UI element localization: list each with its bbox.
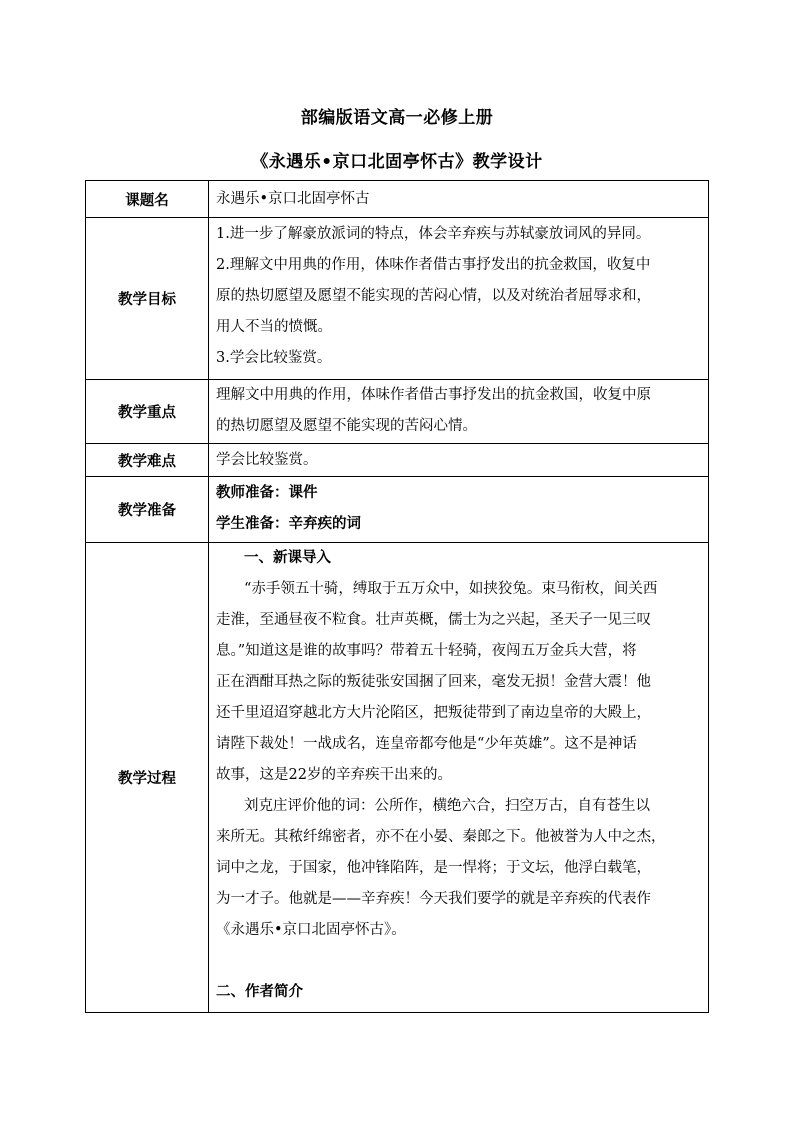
goal-line: 1.进一步了解豪放派词的特点，体会辛弃疾与苏轼豪放词风的异同。	[216, 226, 651, 242]
topic-value	[209, 181, 709, 218]
goal-line: 用人不当的愤慨。	[216, 319, 332, 335]
section-heading-intro: 一、新课导入	[244, 550, 331, 566]
section-heading-author: 二、作者简介	[216, 984, 303, 1000]
goals-value	[209, 218, 709, 380]
table-row-difficulty	[86, 444, 709, 477]
table-row-process	[86, 543, 709, 1013]
topic-label: 课题名	[86, 181, 209, 218]
goals-label: 教学目标	[86, 218, 209, 380]
paragraph-line: 刘克庄评价他的词：公所作，横绝六合，扫空万古，自有苍生以	[244, 798, 650, 814]
process-label: 教学过程	[86, 543, 209, 1013]
paragraph-line: 故事，这是22岁的辛弃疾干出来的。	[216, 767, 452, 783]
topic-text: 永遇乐•京口北固亭怀古	[216, 190, 370, 207]
key-value	[209, 380, 709, 444]
difficulty-value	[209, 444, 709, 477]
document-title: 部编版语文高一必修上册	[300, 108, 494, 128]
lesson-plan-table	[85, 180, 709, 1013]
goal-line: 2.理解文中用典的作用，体味作者借古事抒发出的抗金救国，收复中	[216, 257, 651, 273]
difficulty-label: 教学难点	[86, 444, 209, 477]
paragraph-line: 请陛下裁处！一战成名，连皇帝都夸他是“少年英雄”。这不是神话	[216, 736, 637, 752]
table-row-key-points	[86, 380, 709, 444]
paragraph-line: “赤手领五十骑，缚取于五万众中，如挟狡兔。束马衔枚，间关西	[244, 581, 658, 597]
paragraph-line: 《永遇乐•京口北固亭怀古》。	[216, 922, 406, 938]
key-label: 教学重点	[86, 380, 209, 444]
prep-label: 教学准备	[86, 477, 209, 543]
paragraph-line: 来所无。其秾纤绵密者，亦不在小晏、秦郎之下。他被誉为人中之杰，	[216, 829, 666, 845]
table-row-topic	[86, 181, 709, 218]
paragraph-line: 息。”知道这是谁的故事吗？带着五十轻骑，夜闯五万金兵大营，将	[216, 643, 637, 659]
paragraph-line: 为一才子。他就是——辛弃疾！今天我们要学的就是辛弃疾的代表作	[216, 891, 651, 907]
goal-line: 3.学会比较鉴赏。	[216, 350, 332, 366]
goal-line: 原的热切愿望及愿望不能实现的苦闷心情，以及对统治者屈辱求和，	[216, 288, 651, 304]
process-value	[209, 543, 709, 1013]
document-subtitle: 《永遇乐•京口北固亭怀古》教学设计	[251, 152, 543, 172]
paragraph-line: 词中之龙，于国家，他冲锋陷阵，是一悍将；于文坛，他浮白载笔，	[216, 860, 651, 876]
blank-line	[216, 946, 702, 977]
table-row-preparation	[86, 477, 709, 543]
prep-value	[209, 477, 709, 543]
paragraph-line: 走淮，至通昼夜不粒食。壮声英概，儒士为之兴起，圣天子一见三叹	[216, 612, 651, 628]
key-line: 的热切愿望及愿望不能实现的苦闷心情。	[216, 418, 477, 434]
difficulty-text: 学会比较鉴赏。	[216, 451, 318, 468]
teacher-prep: 教师准备：课件	[216, 485, 318, 501]
paragraph-line: 还千里迢迢穿越北方大片沦陷区，把叛徒带到了南边皇帝的大殿上，	[216, 705, 651, 721]
table-row-goals	[86, 218, 709, 380]
key-line: 理解文中用典的作用，体味作者借古事抒发出的抗金救国，收复中原	[216, 387, 651, 403]
paragraph-line: 正在酒酣耳热之际的叛徒张安国捆了回来，毫发无损！金营大震！他	[216, 674, 651, 690]
student-prep: 学生准备：辛弃疾的词	[216, 516, 361, 532]
